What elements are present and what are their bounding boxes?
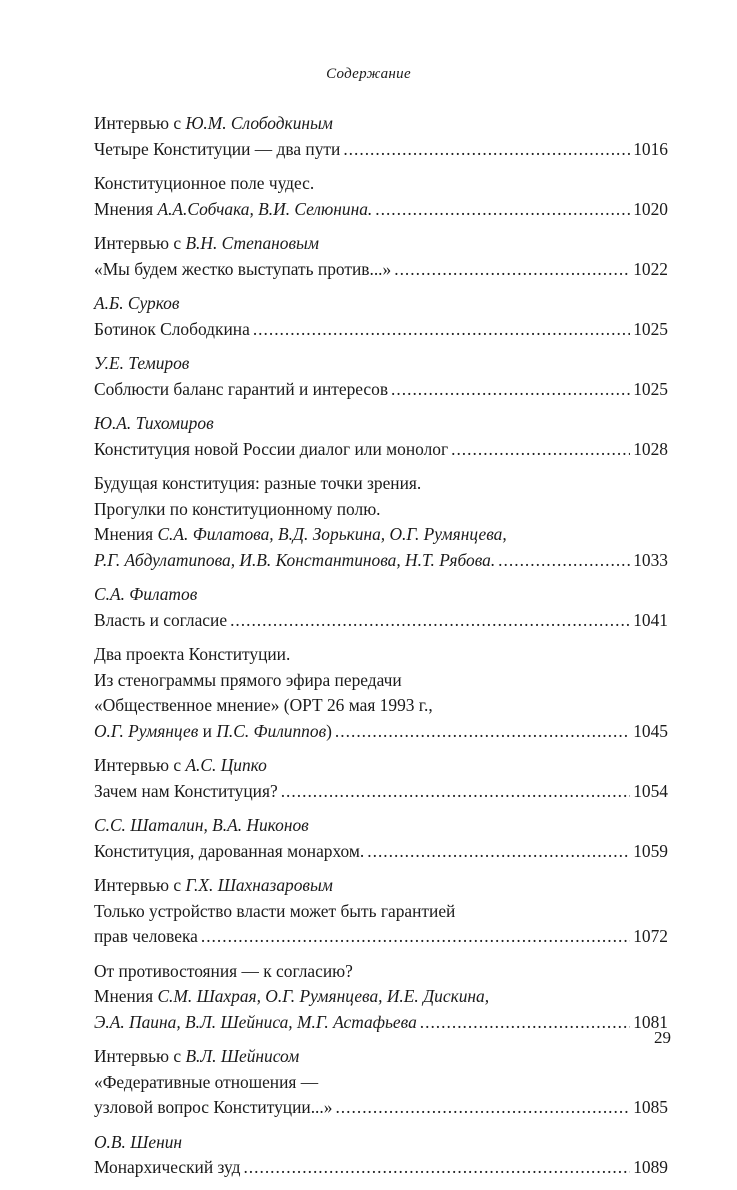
leader-dots [391,377,630,403]
entry-text: «Общественное мнение» (ОРТ 26 мая 1993 г., [94,695,433,715]
entry-text: Соблюсти баланс гарантий и интересов [94,378,389,399]
toc-page-number: 1033 [633,549,668,570]
author-name: Г.Х. Шахназаровым [185,875,333,895]
leader-dots [375,197,630,223]
toc-line-text [94,197,372,223]
leader-dots [420,1010,630,1036]
toc-line-text [94,839,364,865]
entry-text: узловой вопрос Конституции...» [94,1097,333,1117]
leader-dots [498,548,630,574]
toc-line [94,668,668,694]
author-name: У.Е. Темиров [94,353,190,373]
toc-page-number: 1041 [633,609,668,630]
entry-text: ) [326,720,332,741]
toc-page-number: 1020 [633,198,668,219]
entry-text: Из стенограммы прямого эфира передачи [94,669,402,690]
toc-line [94,753,668,779]
toc-line-text [94,437,448,463]
toc-entry [94,351,668,402]
toc-page-number: 1089 [633,1157,668,1177]
entry-text: Два проекта Конституции. [94,644,291,664]
leader-dots [367,839,630,865]
author-name: С.М. Шахрая, О.Г. Румянцева, И.Е. Дискина, [157,986,490,1006]
toc-line [94,111,668,137]
entry-text: Интервью с [94,113,186,133]
toc-line [94,351,668,377]
toc-title-line [94,1095,668,1121]
toc-line [94,984,668,1010]
toc-line [94,471,668,497]
toc-entry [94,642,668,744]
leader-dots [335,1095,630,1121]
toc-entry [94,959,668,1036]
entry-text: Власть и согласие [94,609,228,630]
toc-entry [94,873,668,950]
toc-title-line [94,719,668,745]
toc-line [94,411,668,437]
toc-line [94,959,668,985]
toc-page-number: 1028 [633,438,668,459]
toc-entry [94,753,668,804]
toc-line-text [94,548,495,574]
toc-entry [94,291,668,342]
toc-line [94,497,668,523]
toc-line [94,1070,668,1096]
leader-dots [253,317,630,343]
author-name: О.Г. Румянцев [94,720,199,741]
toc-line-text [94,608,227,634]
author-name: С.С. Шаталин, В.А. Никонов [94,815,309,835]
toc-entry [94,1044,668,1121]
table-of-contents [94,111,668,1190]
author-name: Ю.М. Слободкиным [185,113,333,133]
toc-title-line [94,377,668,403]
toc-line-text [94,924,198,950]
toc-title-line [94,437,668,463]
toc-title-line [94,137,668,163]
toc-page-number: 1016 [633,138,668,159]
entry-text: Конституционное поле чудес. [94,173,315,193]
toc-title-line [94,779,668,805]
toc-page-number: 1022 [633,258,668,279]
entry-text: Интервью с [94,233,186,253]
toc-line-text [94,317,250,343]
entry-text: Конституция, дарованная монархом. [94,840,365,861]
author-name: В.Н. Степановым [185,233,319,253]
toc-page-number: 1081 [633,1011,668,1032]
entry-text: прав человека [94,926,198,946]
toc-line [94,813,668,839]
toc-entry [94,171,668,222]
entry-text: Мнения [94,198,158,219]
toc-title-line [94,839,668,865]
running-head: Содержание [326,66,411,82]
toc-page-number: 1025 [633,378,668,399]
entry-text: Мнения [94,986,158,1006]
leader-dots [335,719,630,745]
author-name: А.А.Собчака, В.И. Селюнина. [157,198,373,219]
entry-text: и [198,720,217,741]
toc-title-line [94,924,668,950]
entry-text: «Федеративные отношения — [94,1071,319,1092]
entry-text: Будущая конституция: разные точки зрения. [94,473,422,493]
leader-dots [230,608,630,634]
toc-title-line [94,257,668,283]
leader-dots [394,257,630,283]
toc-title-line [94,1010,668,1036]
toc-line-text [94,779,278,805]
toc-line-text [94,1155,240,1181]
toc-entry [94,231,668,282]
entry-text: От противостояния — к согласию? [94,960,353,981]
leader-dots [343,137,630,163]
leader-dots [201,924,630,950]
toc-entry [94,582,668,633]
entry-text: Интервью с [94,755,186,775]
toc-page-number: 1085 [633,1097,668,1117]
toc-line [94,291,668,317]
toc-title-line [94,548,668,574]
toc-line [94,1130,668,1156]
toc-line [94,582,668,608]
leader-dots [243,1155,630,1181]
toc-line-text [94,719,332,745]
author-name: П.С. Филиппов [216,720,327,741]
entry-text: Четыре Конституции — два пути [94,138,341,159]
toc-line [94,522,668,548]
toc-line-text [94,1010,417,1036]
toc-entry [94,111,668,162]
entry-text: Монархический зуд [94,1157,241,1177]
toc-entry [94,471,668,573]
toc-page-number: 1025 [633,318,668,339]
leader-dots [281,779,631,805]
author-name: Ю.А. Тихомиров [94,413,214,433]
toc-entry [94,411,668,462]
toc-line [94,693,668,719]
toc-line [94,231,668,257]
toc-page-number: 1054 [633,780,668,801]
toc-title-line [94,197,668,223]
toc-line-text [94,257,391,283]
toc-line [94,1044,668,1070]
entry-text: Ботинок Слободкина [94,318,250,339]
entry-text: Интервью с [94,1046,186,1066]
toc-line-text [94,1095,332,1121]
toc-entry [94,813,668,864]
leader-dots [451,437,630,463]
toc-line [94,642,668,668]
author-name: А.С. Ципко [185,755,267,775]
author-name: С.А. Филатова, В.Д. Зорькина, О.Г. Румянцева, [157,524,507,544]
toc-title-line [94,1155,668,1181]
entry-text: Интервью с [94,875,186,895]
page-number: 29 [654,1028,671,1047]
toc-line [94,171,668,197]
toc-title-line [94,608,668,634]
toc-line [94,899,668,925]
toc-line [94,873,668,899]
author-name: В.Л. Шейнисом [185,1046,300,1066]
toc-page-number: 1059 [633,840,668,861]
toc-line-text [94,377,388,403]
author-name: Э.А. Паина, В.Л. Шейниса, М.Г. Астафьева [94,1011,417,1032]
entry-text: Конституция новой России диалог или монолог [94,438,449,459]
author-name: Р.Г. Абдулатипова, И.В. Константинова, Н.Т. Рябова. [94,549,496,570]
entry-text: Зачем нам Конституция? [94,780,278,801]
toc-entry [94,1130,668,1181]
toc-line-text [94,137,340,163]
toc-title-line [94,317,668,343]
entry-text: «Мы будем жестко выступать против...» [94,258,392,279]
entry-text: Мнения [94,524,158,544]
author-name: О.В. Шенин [94,1131,183,1152]
toc-page-number: 1072 [633,926,668,946]
author-name: С.А. Филатов [94,584,198,604]
entry-text: Прогулки по конституционному полю. [94,498,381,519]
toc-page-number: 1045 [633,720,668,741]
author-name: А.Б. Сурков [94,293,180,313]
entry-text: Только устройство власти может быть гарантией [94,900,456,921]
